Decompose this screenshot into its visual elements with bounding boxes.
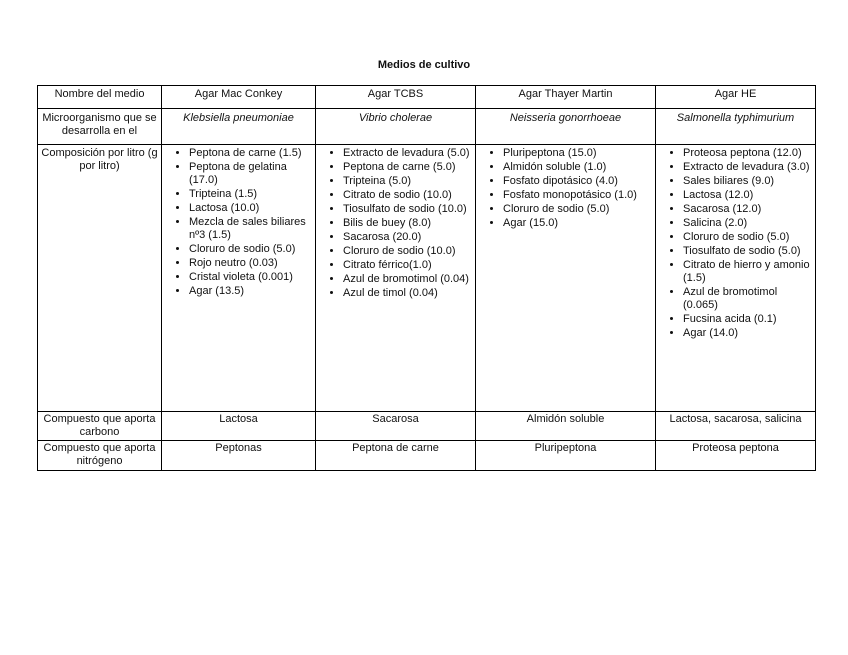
ingredient-item: • Lactosa (12.0) (683, 189, 812, 202)
document-title: Medios de cultivo (377, 59, 471, 71)
ingredient-item: • Agar (15.0) (503, 217, 652, 230)
ingredient-item: • Peptona de gelatina (17.0) (189, 161, 312, 187)
row-medium-name (38, 86, 816, 109)
carbon-cell: Lactosa (162, 412, 316, 441)
ingredient-item: • Lactosa (10.0) (189, 202, 312, 215)
nitrogen-cell: Proteosa peptona (656, 441, 816, 471)
ingredient-item: • Pluripeptona (15.0) (503, 147, 652, 160)
row-label-carbon: Compuesto que aporta carbono (38, 412, 162, 441)
ingredient-list (479, 147, 652, 230)
ingredient-item: • Tripteina (5.0) (343, 175, 472, 188)
ingredient-item: • Extracto de levadura (3.0) (683, 161, 812, 174)
row-composition (38, 145, 816, 412)
ingredient-item: • Salicina (2.0) (683, 217, 812, 230)
row-label-medium-name: Nombre del medio (38, 86, 162, 109)
ingredient-item: • Citrato de hierro y amonio (1.5) (683, 259, 812, 285)
row-label-composition: Composición por litro (g por litro) (38, 145, 162, 412)
ingredient-item: • Sacarosa (20.0) (343, 231, 472, 244)
row-label-nitrogen: Compuesto que aporta nitrógeno (38, 441, 162, 471)
ingredient-item: • Fucsina acida (0.1) (683, 313, 812, 326)
ingredient-item: • Agar (14.0) (683, 327, 812, 340)
medium-name-cell: Agar Mac Conkey (162, 86, 316, 109)
ingredient-item: • Peptona de carne (1.5) (189, 147, 312, 160)
carbon-cell: Lactosa, sacarosa, salicina (656, 412, 816, 441)
ingredient-list (165, 147, 312, 298)
ingredient-item: • Cloruro de sodio (5.0) (683, 231, 812, 244)
ingredient-item: • Fosfato monopotásico (1.0) (503, 189, 652, 202)
composition-cell (162, 145, 316, 412)
ingredient-list (319, 147, 472, 300)
carbon-cell: Sacarosa (316, 412, 476, 441)
ingredient-item: • Cloruro de sodio (5.0) (189, 243, 312, 256)
ingredient-item: • Peptona de carne (5.0) (343, 161, 472, 174)
composition-cell (476, 145, 656, 412)
ingredient-item: • Citrato férrico(1.0) (343, 259, 472, 272)
ingredient-item: • Mezcla de sales biliares nº3 (1.5) (189, 216, 312, 242)
ingredient-item: • Rojo neutro (0.03) (189, 257, 312, 270)
composition-cell (316, 145, 476, 412)
row-nitrogen (38, 441, 816, 471)
organism-cell: Salmonella typhimurium (656, 109, 816, 145)
medium-name-cell: Agar TCBS (316, 86, 476, 109)
ingredient-item: • Cloruro de sodio (5.0) (503, 203, 652, 216)
ingredient-list (659, 147, 812, 340)
carbon-cell: Almidón soluble (476, 412, 656, 441)
nitrogen-cell: Pluripeptona (476, 441, 656, 471)
ingredient-item: • Cloruro de sodio (10.0) (343, 245, 472, 258)
nitrogen-cell: Peptonas (162, 441, 316, 471)
row-label-organism: Microorganismo que se desarrolla en el (38, 109, 162, 145)
ingredient-item: • Tiosulfato de sodio (10.0) (343, 203, 472, 216)
ingredient-item: • Sacarosa (12.0) (683, 203, 812, 216)
ingredient-item: • Tripteina (1.5) (189, 188, 312, 201)
row-carbon (38, 412, 816, 441)
ingredient-item: • Almidón soluble (1.0) (503, 161, 652, 174)
ingredient-item: • Azul de bromotimol (0.065) (683, 286, 812, 312)
medium-name-cell: Agar HE (656, 86, 816, 109)
ingredient-item: • Agar (13.5) (189, 285, 312, 298)
organism-cell: Vibrio cholerae (316, 109, 476, 145)
organism-cell: Klebsiella pneumoniae (162, 109, 316, 145)
row-organism (38, 109, 816, 145)
medium-name-cell: Agar Thayer Martin (476, 86, 656, 109)
ingredient-item: • Citrato de sodio (10.0) (343, 189, 472, 202)
ingredient-item: • Azul de bromotimol (0.04) (343, 273, 472, 286)
ingredient-item: • Proteosa peptona (12.0) (683, 147, 812, 160)
ingredient-item: • Tiosulfato de sodio (5.0) (683, 245, 812, 258)
ingredient-item: • Azul de timol (0.04) (343, 287, 472, 300)
organism-cell: Neisseria gonorrhoeae (476, 109, 656, 145)
nitrogen-cell: Peptona de carne (316, 441, 476, 471)
ingredient-item: • Bilis de buey (8.0) (343, 217, 472, 230)
composition-cell (656, 145, 816, 412)
ingredient-item: • Cristal violeta (0.001) (189, 271, 312, 284)
ingredient-item: • Extracto de levadura (5.0) (343, 147, 472, 160)
ingredient-item: • Sales biliares (9.0) (683, 175, 812, 188)
ingredient-item: • Fosfato dipotásico (4.0) (503, 175, 652, 188)
culture-media-table (37, 85, 816, 471)
